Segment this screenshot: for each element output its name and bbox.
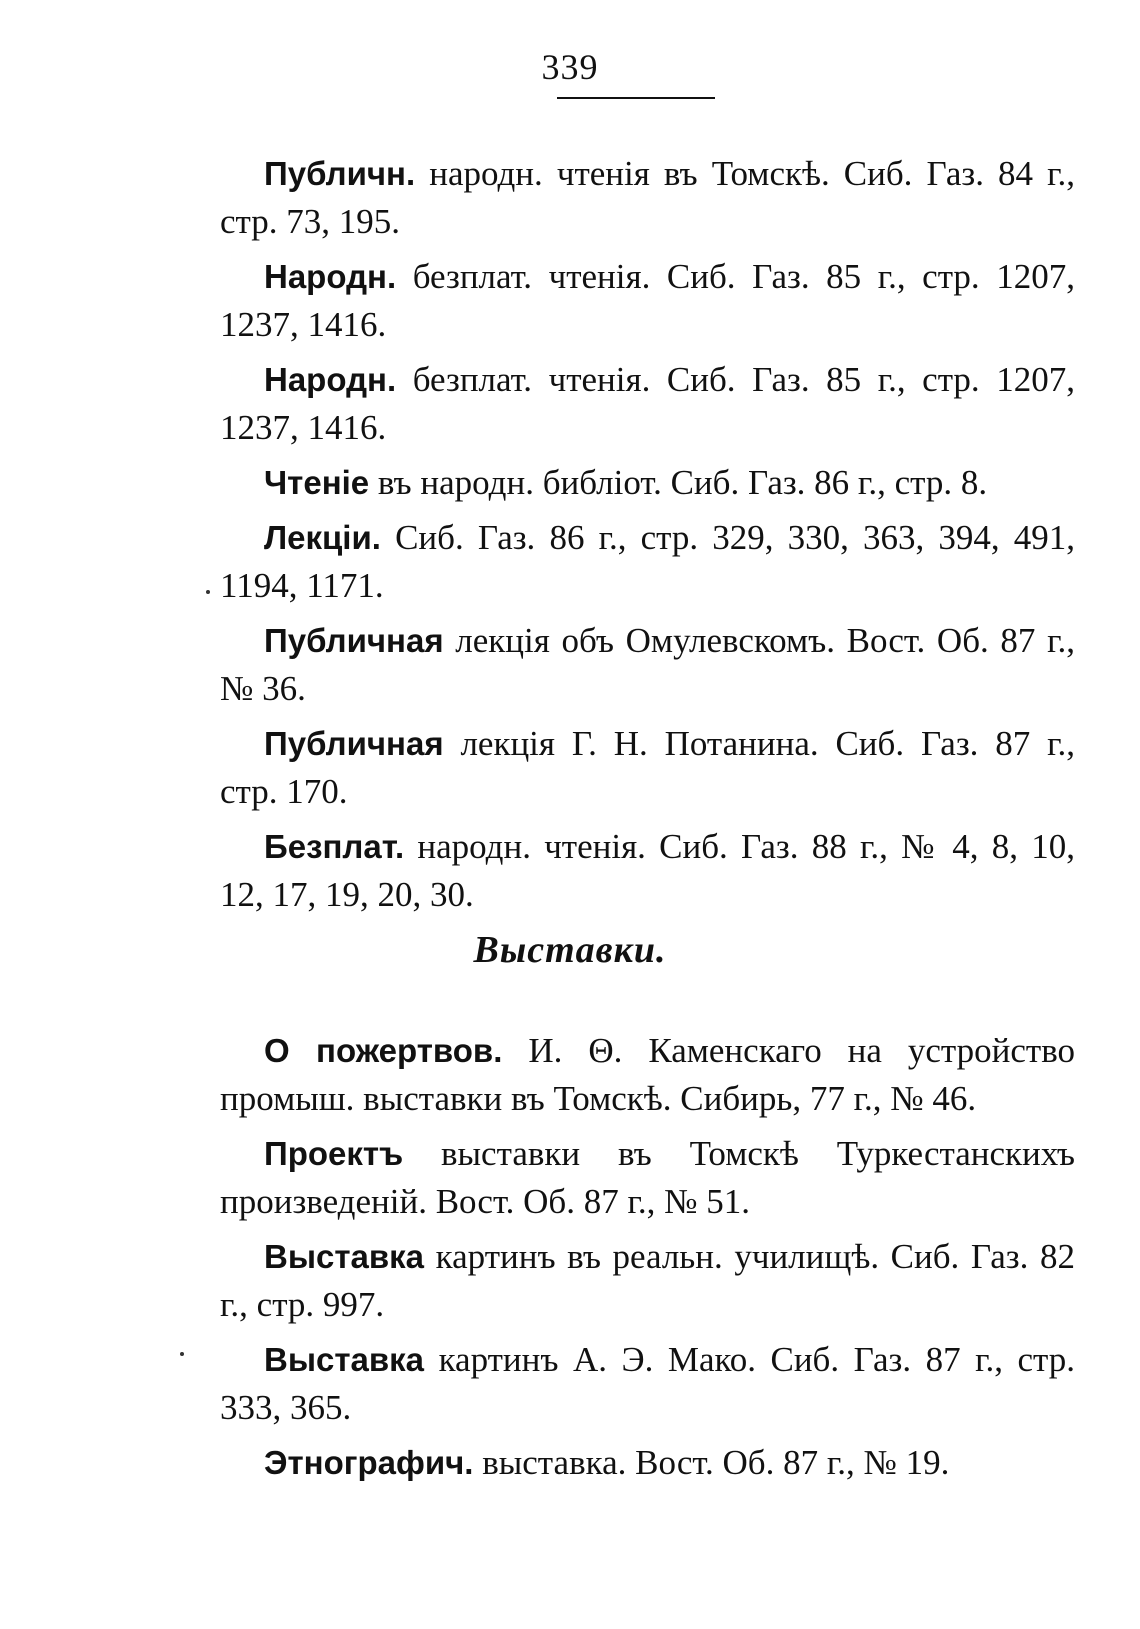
entry-text: лекція Г. Н. Потанина. Сиб. Газ. 87 г., стр. 170. [220,724,1075,811]
entry [220,1130,1075,1226]
entry-heading: Безплат. [264,828,405,865]
entry-text: народн. чтенія. Сиб. Газ. 88 г., № 4, 8, 10, 12, 17, 19, 20, 30. [220,827,1075,914]
entry-text: картинъ въ реальн. училищѣ. Сиб. Газ. 82 г., стр. 997. [220,1237,1075,1324]
entry-heading: Выставка [264,1341,425,1378]
section-title: Выставки. [473,929,667,971]
entry [220,617,1075,713]
entries-top [220,150,1075,926]
entry-heading: Народн. [264,361,397,398]
entry-heading: Публичная [264,622,444,659]
print-speck [206,590,210,594]
entry [220,514,1075,610]
entry [220,1336,1075,1432]
entry-heading: Проектъ [264,1135,404,1172]
entry [220,356,1075,452]
entry-text: И. Θ. Каменскаго на устройство промыш. выставки въ Томскѣ. Сибирь, 77 г., № 46. [220,1031,1075,1118]
entry-heading: Чтеніе [264,464,370,501]
entry [220,1027,1075,1123]
entry-heading: Публичн. [264,155,416,192]
entries-bottom [220,1027,1075,1494]
entry [220,1233,1075,1329]
entry-text: лекція объ Омулевскомъ. Вост. Об. 87 г., № 36. [220,621,1075,708]
entry-text: въ народн. библіот. Сиб. Газ. 86 г., стр. 8. [377,463,988,502]
entry-text: безплат. чтенія. Сиб. Газ. 85 г., стр. 1207, 1237, 1416. [220,257,1075,344]
page-number-rule [557,97,715,99]
entry-heading: Этнографич. [264,1444,474,1481]
entry-text: выставка. Вост. Об. 87 г., № 19. [482,1443,950,1482]
entry-heading: Выставка [264,1238,425,1275]
entry [220,720,1075,816]
entry [220,253,1075,349]
entry [220,459,1075,507]
entry-heading: Лекціи. [264,519,381,556]
entry [220,150,1075,246]
entry [220,1439,1075,1487]
entry [220,823,1075,919]
entry-heading: Публичная [264,725,444,762]
entry-text: картинъ А. Э. Мако. Сиб. Газ. 87 г., стр. 333, 365. [220,1340,1076,1427]
entry-text: выставки въ Томскѣ Туркестанскихъ произведеній. Вост. Об. 87 г., № 51. [220,1134,1076,1221]
page-number: 339 [541,47,599,87]
entry-heading: Народн. [264,258,397,295]
entry-text: безплат. чтенія. Сиб. Газ. 85 г., стр. 1207, 1237, 1416. [220,360,1075,447]
entry-text: народн. чтенія въ Томскѣ. Сиб. Газ. 84 г., стр. 73, 195. [220,154,1076,241]
entry-text: Сиб. Газ. 86 г., стр. 329, 330, 363, 394, 491, 1194, 1171. [220,518,1076,605]
entry-heading: О пожертвов. [264,1032,503,1069]
print-speck [180,1352,184,1356]
